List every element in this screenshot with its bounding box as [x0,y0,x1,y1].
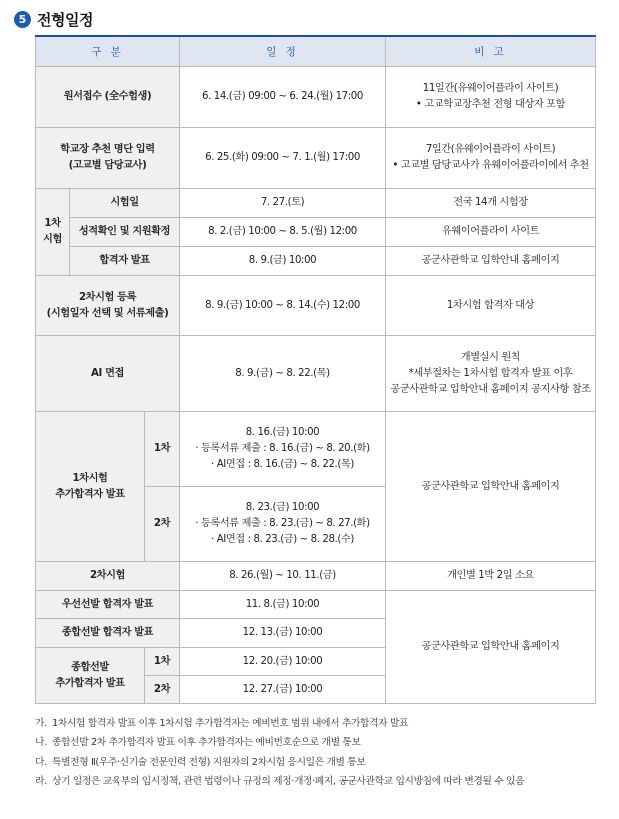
table-header-row [36,36,596,67]
footnote-text: 1차시험 합격자 발표 이후 1차시험 추가합격자는 예비번호 범위 내에서 추가합격자 발표 [52,717,409,729]
footnotes [35,712,524,790]
table-row [36,247,596,276]
schedule-table [35,35,596,704]
row-label: 성적확인 및 지원확정 [70,218,180,247]
label-line: 2차시험 등록 [78,291,137,303]
row-label: AI 면접 [36,336,180,412]
section-title [14,9,93,30]
row-note [386,128,596,189]
row-note: 공군사관학교 입학안내 홈페이지 [386,247,596,276]
row-label: 시험일 [70,189,180,218]
header-schedule: 일 정 [180,36,386,67]
label-line: (시험일자 선택 및 서류제출) [46,307,169,319]
label-line: 종합선발 [71,661,109,673]
label-line: (고교별 담당교사) [68,160,147,171]
date-line: · AI면접 : 8. 16.(금) ~ 8. 22.(목) [211,459,354,470]
footnote-text: 상기 일정은 교육부의 입시정책, 관련 법령이나 규정의 제정·개정·폐지, 공군사관학교 입시방침에 따라 변경될 수 있음 [52,776,525,788]
table-row [36,189,596,218]
label-line: 1차 [44,218,61,229]
header-category: 구 분 [36,36,180,67]
label-line: 시험 [43,234,62,245]
row-note: 1차시험 합격자 대상 [386,276,596,336]
row-label: 2차시험 [36,562,180,591]
date-line: · 등록서류 제출 : 8. 16.(금) ~ 8. 20.(화) [195,443,370,454]
footnote-item [35,712,524,732]
row-date: 6. 14.(금) 09:00 ~ 6. 24.(월) 17:00 [180,67,386,128]
table-row [36,562,596,591]
table-row [36,276,596,336]
label-line: 추가합격자 발표 [55,488,125,500]
row-date [180,487,386,562]
label-line: 추가합격자 발표 [55,677,125,689]
date-line: · AI면접 : 8. 23.(금) ~ 8. 28.(수) [211,534,354,545]
footnote-text: 종합선발 2차 추가합격자 발표 이후 추가합격자는 예비번호순으로 개별 통보 [52,737,361,749]
footnote-mark: 라. [35,776,47,788]
footnote-mark: 나. [35,737,47,749]
row-note: 전국 14개 시험장 [386,189,596,218]
note-line: 11일간(유웨이어플라이 사이트) [422,83,559,94]
row-date: 6. 25.(화) 09:00 ~ 7. 1.(월) 17:00 [180,128,386,189]
table-row [36,591,596,619]
footnote-mark: 다. [35,756,47,768]
row-date: 11. 8.(금) 10:00 [180,591,386,619]
round-label: 1차 [145,412,180,487]
row-note: 공군사관학교 입학안내 홈페이지 [386,412,596,562]
table-row [36,412,596,487]
row-date: 8. 26.(월) ~ 10. 11.(금) [180,562,386,591]
date-line: · 등록서류 제출 : 8. 23.(금) ~ 8. 27.(화) [195,518,370,529]
row-label: 합격자 발표 [70,247,180,276]
round-label: 1차 [145,648,180,676]
note-line: • 고교학교장추천 전형 대상자 포함 [415,99,566,110]
table-row [36,128,596,189]
label-line: 1차시험 [72,472,108,484]
section-number-badge: 5 [14,11,31,28]
footnote-mark: 가. [35,717,47,729]
row-label [36,648,145,704]
table-row [36,67,596,128]
table-row [36,218,596,247]
footnote-item [35,732,524,752]
row-note: 유웨이어플라이 사이트 [386,218,596,247]
first-exam-group-label [36,189,70,276]
row-date [180,412,386,487]
row-date: 12. 13.(금) 10:00 [180,619,386,648]
footnote-item [35,771,524,791]
round-label: 2차 [145,487,180,562]
note-line: 개별실시 원칙 [460,351,521,363]
header-remark: 비 고 [386,36,596,67]
footnote-text: 특별전형 Ⅱ(우주·신기술 전문인력 전형) 지원자의 2차시험 응시일은 개별 통보 [52,756,366,768]
row-label: 원서접수 (全수험생) [36,67,180,128]
row-label: 우선선발 합격자 발표 [36,591,180,619]
note-line: 7일간(유웨이어플라이 사이트) [425,144,556,155]
row-note: 공군사관학교 입학안내 홈페이지 [386,591,596,704]
row-label: 종합선발 합격자 발표 [36,619,180,648]
row-note [386,67,596,128]
note-line: 공군사관학교 입학안내 홈페이지 공지사항 참조 [390,383,591,395]
row-label [36,128,180,189]
round-label: 2차 [145,676,180,704]
date-line: 8. 23.(금) 10:00 [245,502,320,513]
note-line: *세부절차는 1차시험 합격자 발표 이후 [408,367,573,379]
row-date: 8. 9.(금) 10:00 ~ 8. 14.(수) 12:00 [180,276,386,336]
row-date: 12. 20.(금) 10:00 [180,648,386,676]
footnote-item [35,751,524,771]
row-date: 8. 9.(금) 10:00 [180,247,386,276]
row-note: 개인별 1박 2일 소요 [386,562,596,591]
section-title-text: 전형일정 [37,11,93,29]
row-label [36,412,145,562]
row-label [36,276,180,336]
row-note [386,336,596,412]
note-line: • 고교별 담당교사가 유웨이어플라이에서 추천 [392,160,589,171]
row-date: 8. 2.(금) 10:00 ~ 8. 5.(월) 12:00 [180,218,386,247]
label-line: 학교장 추천 명단 입력 [60,144,155,155]
date-line: 8. 16.(금) 10:00 [245,427,320,438]
row-date: 7. 27.(토) [180,189,386,218]
table-row [36,336,596,412]
row-date: 8. 9.(금) ~ 8. 22.(목) [180,336,386,412]
row-date: 12. 27.(금) 10:00 [180,676,386,704]
